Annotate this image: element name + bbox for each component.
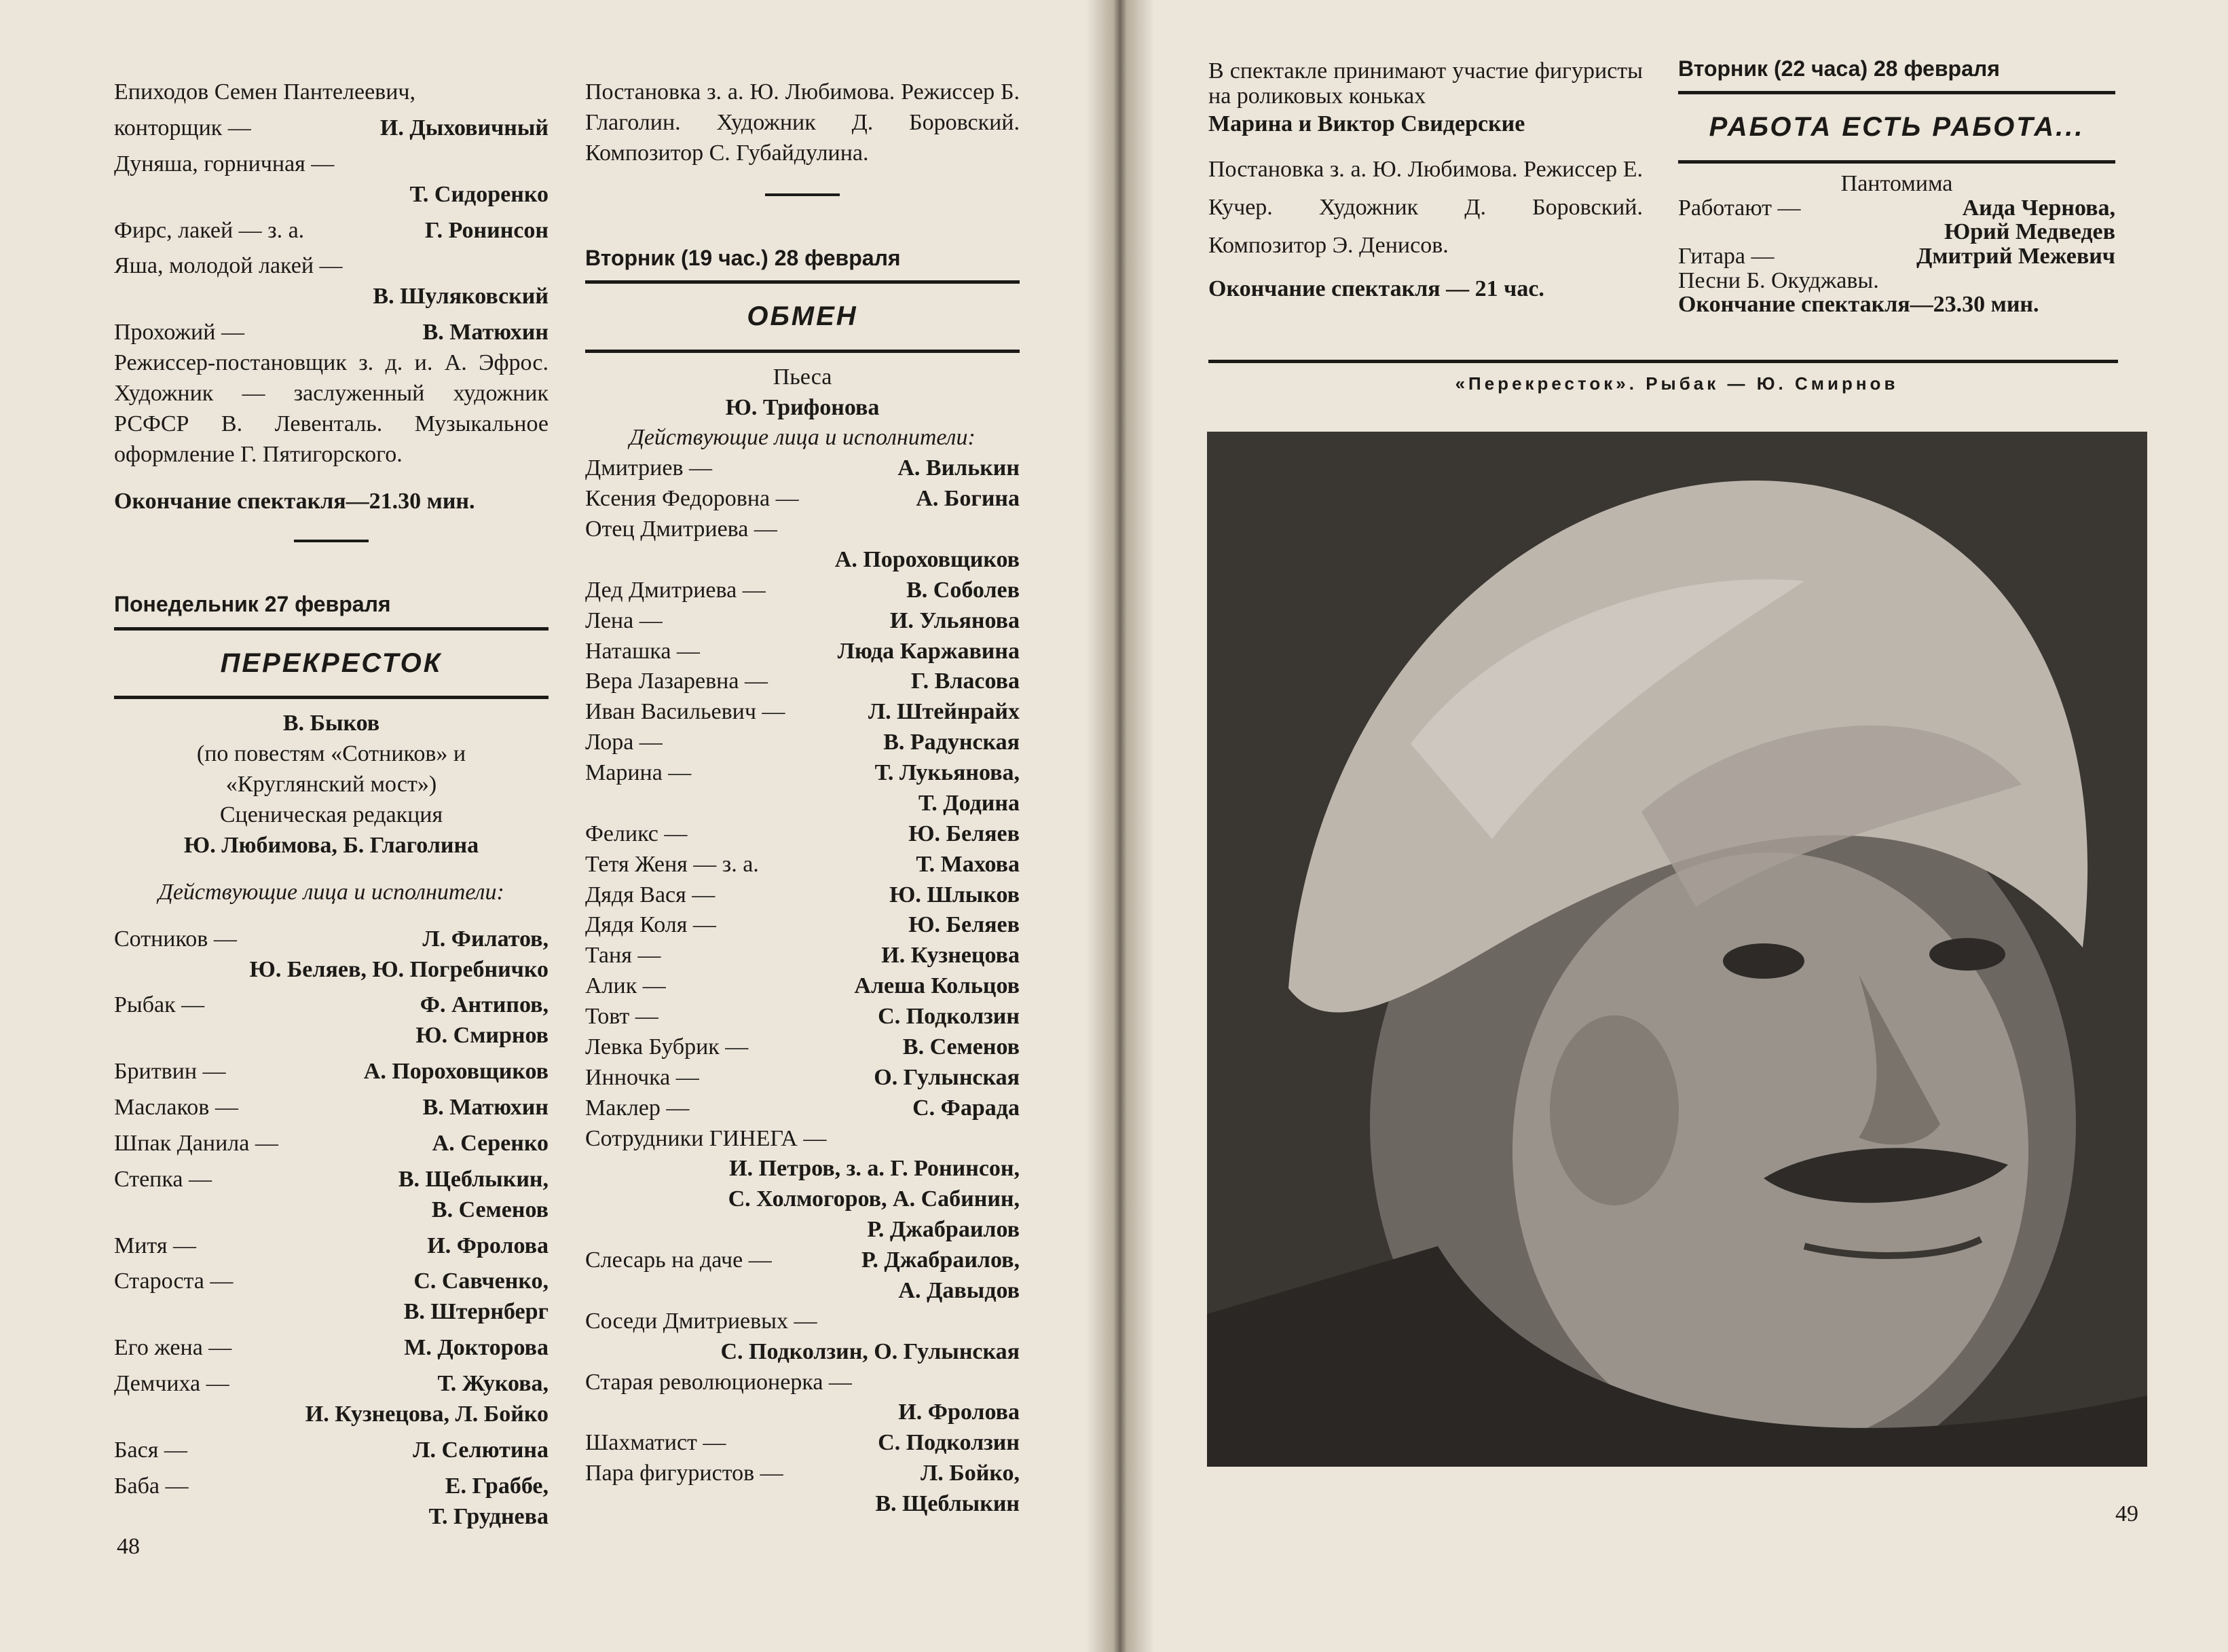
day-heading: Понедельник 27 февраля bbox=[114, 592, 391, 617]
left-column-2 bbox=[585, 77, 1020, 1520]
genre: Пьеса bbox=[773, 364, 832, 390]
actor-name: В. Радунская bbox=[883, 730, 1020, 755]
actor-name: В. Семенов bbox=[902, 1034, 1020, 1059]
actor-name: С. Холмогоров, А. Сабинин, bbox=[728, 1186, 1020, 1212]
role-name: Алик — bbox=[585, 973, 666, 999]
role-name: Инночка — bbox=[585, 1064, 699, 1090]
actor-name: С. Подколзин bbox=[878, 1430, 1020, 1456]
role-name: Отец Дмитриева — bbox=[585, 517, 777, 542]
actor-name: Дмитрий Межевич bbox=[1916, 244, 2115, 269]
cast-row bbox=[585, 1307, 1020, 1337]
role-name: Яша, молодой лакей — bbox=[114, 253, 343, 279]
cast-row bbox=[585, 1276, 1020, 1307]
role-name: Шпак Данила — bbox=[114, 1130, 278, 1156]
role-name: Лена — bbox=[585, 607, 663, 633]
cast-row bbox=[585, 1063, 1020, 1093]
skaters-note: В спектакле принимают участие фигуристы на роликовых коньках bbox=[1208, 58, 1643, 109]
page-number-right: 49 bbox=[2115, 1501, 2138, 1526]
separator bbox=[294, 540, 369, 542]
cast-row bbox=[114, 924, 549, 955]
actor-name: Т. Додина bbox=[918, 790, 1020, 816]
cast-row bbox=[114, 1021, 549, 1051]
actor-name: Т. Груднева bbox=[428, 1503, 549, 1529]
role-name: Его жена — bbox=[114, 1335, 232, 1361]
cast-row bbox=[114, 318, 549, 348]
role-name: Степка — bbox=[114, 1166, 212, 1192]
role-name: Слесарь на даче — bbox=[585, 1247, 772, 1273]
cast-row bbox=[585, 514, 1020, 545]
cast-row bbox=[114, 1400, 549, 1430]
cast-row bbox=[114, 1093, 549, 1123]
actor-name: С. Подколзин, О. Гулынская bbox=[720, 1338, 1020, 1364]
role-name: Маклер — bbox=[585, 1095, 690, 1121]
ending-time: Окончание спектакля — 21 час. bbox=[1208, 276, 1544, 301]
actor-name: Люда Каржавина bbox=[837, 638, 1020, 664]
actor-name: Ф. Антипов, bbox=[420, 992, 549, 1018]
cast-row bbox=[114, 1471, 549, 1502]
cast-row bbox=[114, 216, 549, 246]
cast-row bbox=[585, 1215, 1020, 1245]
role-name: Демчиха — bbox=[114, 1371, 229, 1397]
cast-row bbox=[114, 1502, 549, 1533]
rule bbox=[585, 350, 1020, 353]
role-name: Рыбак — bbox=[114, 992, 205, 1018]
author: Ю. Трифонова bbox=[725, 394, 880, 420]
cast-list-work bbox=[1678, 196, 2115, 269]
play-title-work: РАБОТА ЕСТЬ РАБОТА... bbox=[1709, 112, 2085, 143]
ending-time: Окончание спектакля—23.30 мин. bbox=[1678, 292, 2039, 318]
separator bbox=[765, 193, 840, 196]
cast-row bbox=[585, 910, 1020, 941]
cast-row bbox=[1678, 244, 2115, 269]
role-name: Пара фигуристов — bbox=[585, 1461, 783, 1486]
role-name: Марина — bbox=[585, 760, 692, 786]
cast-row bbox=[114, 149, 549, 180]
cast-row bbox=[114, 251, 549, 282]
actor-name: Т. Сидоренко bbox=[409, 181, 549, 207]
actor-name: Ю. Шлыков bbox=[889, 882, 1020, 907]
cast-row bbox=[585, 1397, 1020, 1428]
play-title-exchange: ОБМЕН bbox=[747, 301, 858, 331]
actor-name: В. Щеблыкин bbox=[875, 1491, 1020, 1517]
cast-row bbox=[585, 697, 1020, 728]
cast-row bbox=[585, 819, 1020, 850]
credits-crossroad-right: Постановка з. а. Ю. Любимова. Режиссер Е. Кучер. Художник Д. Боровский. Композитор Э. Денисов. bbox=[1208, 156, 1643, 258]
rule bbox=[1208, 360, 2118, 363]
cast-row bbox=[585, 758, 1020, 789]
based-on: «Круглянский мост») bbox=[225, 772, 437, 797]
cast-row bbox=[114, 1165, 549, 1195]
cast-row bbox=[114, 1129, 549, 1159]
role-name: Епиходов Семен Пантелеевич, bbox=[114, 79, 416, 105]
editors: Ю. Любимова, Б. Глаголина bbox=[183, 832, 479, 858]
role-name: Дядя Коля — bbox=[585, 912, 716, 938]
actor-name: Ю. Смирнов bbox=[415, 1023, 549, 1049]
actor-name: А. Пороховщиков bbox=[363, 1059, 549, 1085]
actor-name: С. Фарада bbox=[912, 1095, 1020, 1121]
actor-name: В. Семенов bbox=[431, 1197, 549, 1222]
stage-edit-label: Сценическая редакция bbox=[219, 802, 443, 828]
role-name: Ксения Федоровна — bbox=[585, 486, 799, 512]
role-name: Левка Бубрик — bbox=[585, 1034, 749, 1059]
role-name: конторщик — bbox=[114, 115, 251, 140]
role-name: Бритвин — bbox=[114, 1059, 226, 1085]
cast-row bbox=[114, 113, 549, 144]
cast-row bbox=[585, 1245, 1020, 1276]
cast-row bbox=[114, 1231, 549, 1262]
cast-row bbox=[585, 1368, 1020, 1398]
role-name: Тетя Женя — з. а. bbox=[585, 851, 759, 877]
actor-name: Ю. Беляев bbox=[908, 821, 1020, 846]
rule bbox=[585, 280, 1020, 284]
role-name: Дядя Вася — bbox=[585, 882, 716, 907]
actor-name: Т. Махова bbox=[916, 851, 1020, 877]
right-column-1 bbox=[1208, 58, 1643, 328]
based-on: (по повестям «Сотников» и bbox=[196, 741, 466, 767]
cast-row bbox=[114, 180, 549, 210]
cast-row bbox=[585, 606, 1020, 637]
cast-row bbox=[114, 1057, 549, 1087]
role-name: Работают — bbox=[1678, 195, 1801, 221]
cast-row bbox=[114, 77, 549, 108]
role-name: Наташка — bbox=[585, 638, 700, 664]
play-title-crossroad: ПЕРЕКРЕСТОК bbox=[220, 647, 443, 678]
actor-name: И. Кузнецова, Л. Бойко bbox=[305, 1401, 549, 1427]
role-name: Баба — bbox=[114, 1473, 189, 1499]
actor-name: А. Давыдов bbox=[898, 1277, 1020, 1303]
actor-name: О. Гулынская bbox=[874, 1064, 1020, 1090]
genre: Пантомима bbox=[1840, 171, 1953, 197]
actor-name: В. Щеблыкин, bbox=[398, 1166, 549, 1192]
rule bbox=[114, 627, 549, 631]
cast-row bbox=[114, 990, 549, 1021]
cast-row bbox=[114, 1435, 549, 1466]
day-heading: Вторник (22 часа) 28 февраля bbox=[1678, 56, 2000, 81]
actor-name: И. Фролова bbox=[427, 1233, 549, 1258]
actor-name: Л. Филатов, bbox=[422, 926, 549, 952]
cast-row bbox=[1678, 220, 2115, 244]
role-name: Лора — bbox=[585, 730, 663, 755]
photo-caption: «Перекресток». Рыбак — Ю. Смирнов bbox=[1455, 373, 1899, 394]
cast-row bbox=[585, 667, 1020, 697]
actor-name: Г. Ронинсон bbox=[424, 217, 549, 243]
cast-row bbox=[585, 941, 1020, 971]
cast-row bbox=[585, 1093, 1020, 1124]
cast-row bbox=[585, 1032, 1020, 1063]
cast-row bbox=[114, 1195, 549, 1226]
actor-name: Т. Жукова, bbox=[437, 1371, 549, 1397]
actor-name: А. Богина bbox=[916, 486, 1020, 512]
actor-name: Ю. Беляев, Ю. Погребничко bbox=[249, 956, 549, 982]
cast-header: Действующие лица и исполнители: bbox=[158, 879, 504, 905]
actor-name: В. Шуляковский bbox=[373, 284, 549, 309]
book-spine bbox=[1086, 0, 1154, 1652]
skaters-names: Марина и Виктор Свидерские bbox=[1208, 111, 1525, 136]
role-name: Иван Васильевич — bbox=[585, 699, 785, 725]
actor-name: И. Петров, з. а. Г. Ронинсон, bbox=[729, 1156, 1020, 1182]
cast-row bbox=[114, 1266, 549, 1297]
actor-name: А. Пороховщиков bbox=[834, 546, 1020, 572]
cast-row bbox=[585, 1154, 1020, 1184]
cast-list-crossroad bbox=[114, 924, 549, 1533]
actor-name: С. Савченко, bbox=[413, 1269, 549, 1294]
actor-name: И. Кузнецова bbox=[881, 943, 1020, 969]
role-name: Маслаков — bbox=[114, 1095, 238, 1121]
role-name: Старая революционерка — bbox=[585, 1369, 852, 1395]
actor-name: Г. Власова bbox=[910, 669, 1020, 694]
cast-list-exchange bbox=[585, 453, 1020, 1520]
role-name: Дед Дмитриева — bbox=[585, 577, 766, 603]
cast-row bbox=[585, 728, 1020, 758]
actor-name: В. Матюхин bbox=[422, 1095, 549, 1121]
cast-row bbox=[585, 1489, 1020, 1520]
role-name: Вера Лазаревна — bbox=[585, 669, 768, 694]
rule bbox=[1678, 91, 2115, 94]
actor-name: А. Серенко bbox=[432, 1130, 549, 1156]
actor-name: Л. Селютина bbox=[413, 1437, 549, 1463]
cast-row bbox=[585, 484, 1020, 514]
actor-name: С. Подколзин bbox=[878, 1004, 1020, 1030]
credits-cherry-orchard: Режиссер-постановщик з. д. и. А. Эфрос. Художник — заслуженный художник РСФСР В. Левенталь. Музыкальное оформление Г. Пятигорского. bbox=[114, 350, 549, 467]
role-name: Сотников — bbox=[114, 926, 237, 952]
cast-row bbox=[585, 971, 1020, 1002]
role-name: Таня — bbox=[585, 943, 661, 969]
actor-name: И. Ульянова bbox=[889, 607, 1020, 633]
role-name: Дмитриев — bbox=[585, 455, 713, 481]
role-name: Сотрудники ГИНЕГА — bbox=[585, 1125, 827, 1151]
actor-name: Т. Лукьянова, bbox=[874, 760, 1020, 786]
cast-row bbox=[585, 1337, 1020, 1368]
cast-header: Действующие лица и исполнители: bbox=[629, 425, 976, 451]
cast-row bbox=[585, 1459, 1020, 1489]
role-name: Дуняша, горничная — bbox=[114, 151, 335, 176]
cast-row bbox=[114, 282, 549, 312]
day-heading: Вторник (19 час.) 28 февраля bbox=[585, 245, 901, 270]
actor-name: Л. Бойко, bbox=[920, 1461, 1020, 1486]
rule bbox=[114, 696, 549, 699]
cast-row bbox=[585, 545, 1020, 576]
actor-name: Л. Штейнрайх bbox=[868, 699, 1020, 725]
actor-name: И. Дыховичный bbox=[379, 115, 549, 140]
cast-row bbox=[1678, 196, 2115, 221]
cast-row bbox=[114, 1369, 549, 1400]
actor-name: Р. Джабраилов bbox=[867, 1217, 1020, 1243]
cast-row bbox=[585, 1184, 1020, 1215]
role-name: Староста — bbox=[114, 1269, 234, 1294]
actor-name: В. Матюхин bbox=[422, 320, 549, 345]
role-name: Митя — bbox=[114, 1233, 196, 1258]
cast-row bbox=[585, 880, 1020, 911]
ending-time: Окончание спектакля—21.30 мин. bbox=[114, 488, 475, 514]
cast-row bbox=[585, 576, 1020, 606]
actor-name: А. Вилькин bbox=[897, 455, 1020, 481]
cast-row bbox=[585, 1002, 1020, 1032]
role-name: Прохожий — bbox=[114, 320, 244, 345]
actor-name: Алеша Кольцов bbox=[854, 973, 1020, 999]
actor-name: М. Докторова bbox=[404, 1335, 549, 1361]
page-number-left: 48 bbox=[117, 1534, 140, 1559]
cast-row bbox=[114, 955, 549, 985]
actor-name: Юрий Медведев bbox=[1944, 219, 2115, 245]
right-column-2 bbox=[1678, 54, 2115, 317]
cast-row bbox=[585, 453, 1020, 484]
credits-crossroad: Постановка з. а. Ю. Любимова. Режиссер Б. Глаголин. Художник Д. Боровский. Композитор С. Губайдулина. bbox=[585, 79, 1020, 166]
role-name: Шахматист — bbox=[585, 1430, 726, 1456]
role-name: Феликс — bbox=[585, 821, 688, 846]
actor-name: Р. Джабраилов, bbox=[861, 1247, 1020, 1273]
author: В. Быков bbox=[282, 711, 380, 736]
cast-row bbox=[114, 1297, 549, 1328]
actor-name: Е. Граббе, bbox=[445, 1473, 549, 1499]
left-column-1 bbox=[114, 77, 549, 1532]
songs: Песни Б. Окуджавы. bbox=[1678, 267, 1879, 293]
role-name: Гитара — bbox=[1678, 244, 1775, 269]
cast-row bbox=[585, 789, 1020, 819]
cast-row bbox=[114, 1333, 549, 1364]
cast-row bbox=[585, 1428, 1020, 1459]
role-name: Фирс, лакей — з. а. bbox=[114, 217, 305, 243]
actor-name: И. Фролова bbox=[898, 1400, 1020, 1425]
role-name: Товт — bbox=[585, 1004, 658, 1030]
actor-name: В. Штернберг bbox=[403, 1299, 549, 1325]
actor-name: В. Соболев bbox=[906, 577, 1020, 603]
actor-name: Ю. Беляев bbox=[908, 912, 1020, 938]
rule bbox=[1678, 160, 2115, 164]
cast-row bbox=[585, 1124, 1020, 1154]
cast-list-cherry-orchard bbox=[114, 77, 549, 348]
actor-portrait-photo bbox=[1207, 432, 2147, 1467]
role-name: Соседи Дмитриевых — bbox=[585, 1308, 817, 1334]
cast-row bbox=[585, 637, 1020, 667]
cast-row bbox=[585, 850, 1020, 880]
role-name: Бася — bbox=[114, 1437, 187, 1463]
actor-name: Аида Чернова, bbox=[1962, 195, 2115, 221]
